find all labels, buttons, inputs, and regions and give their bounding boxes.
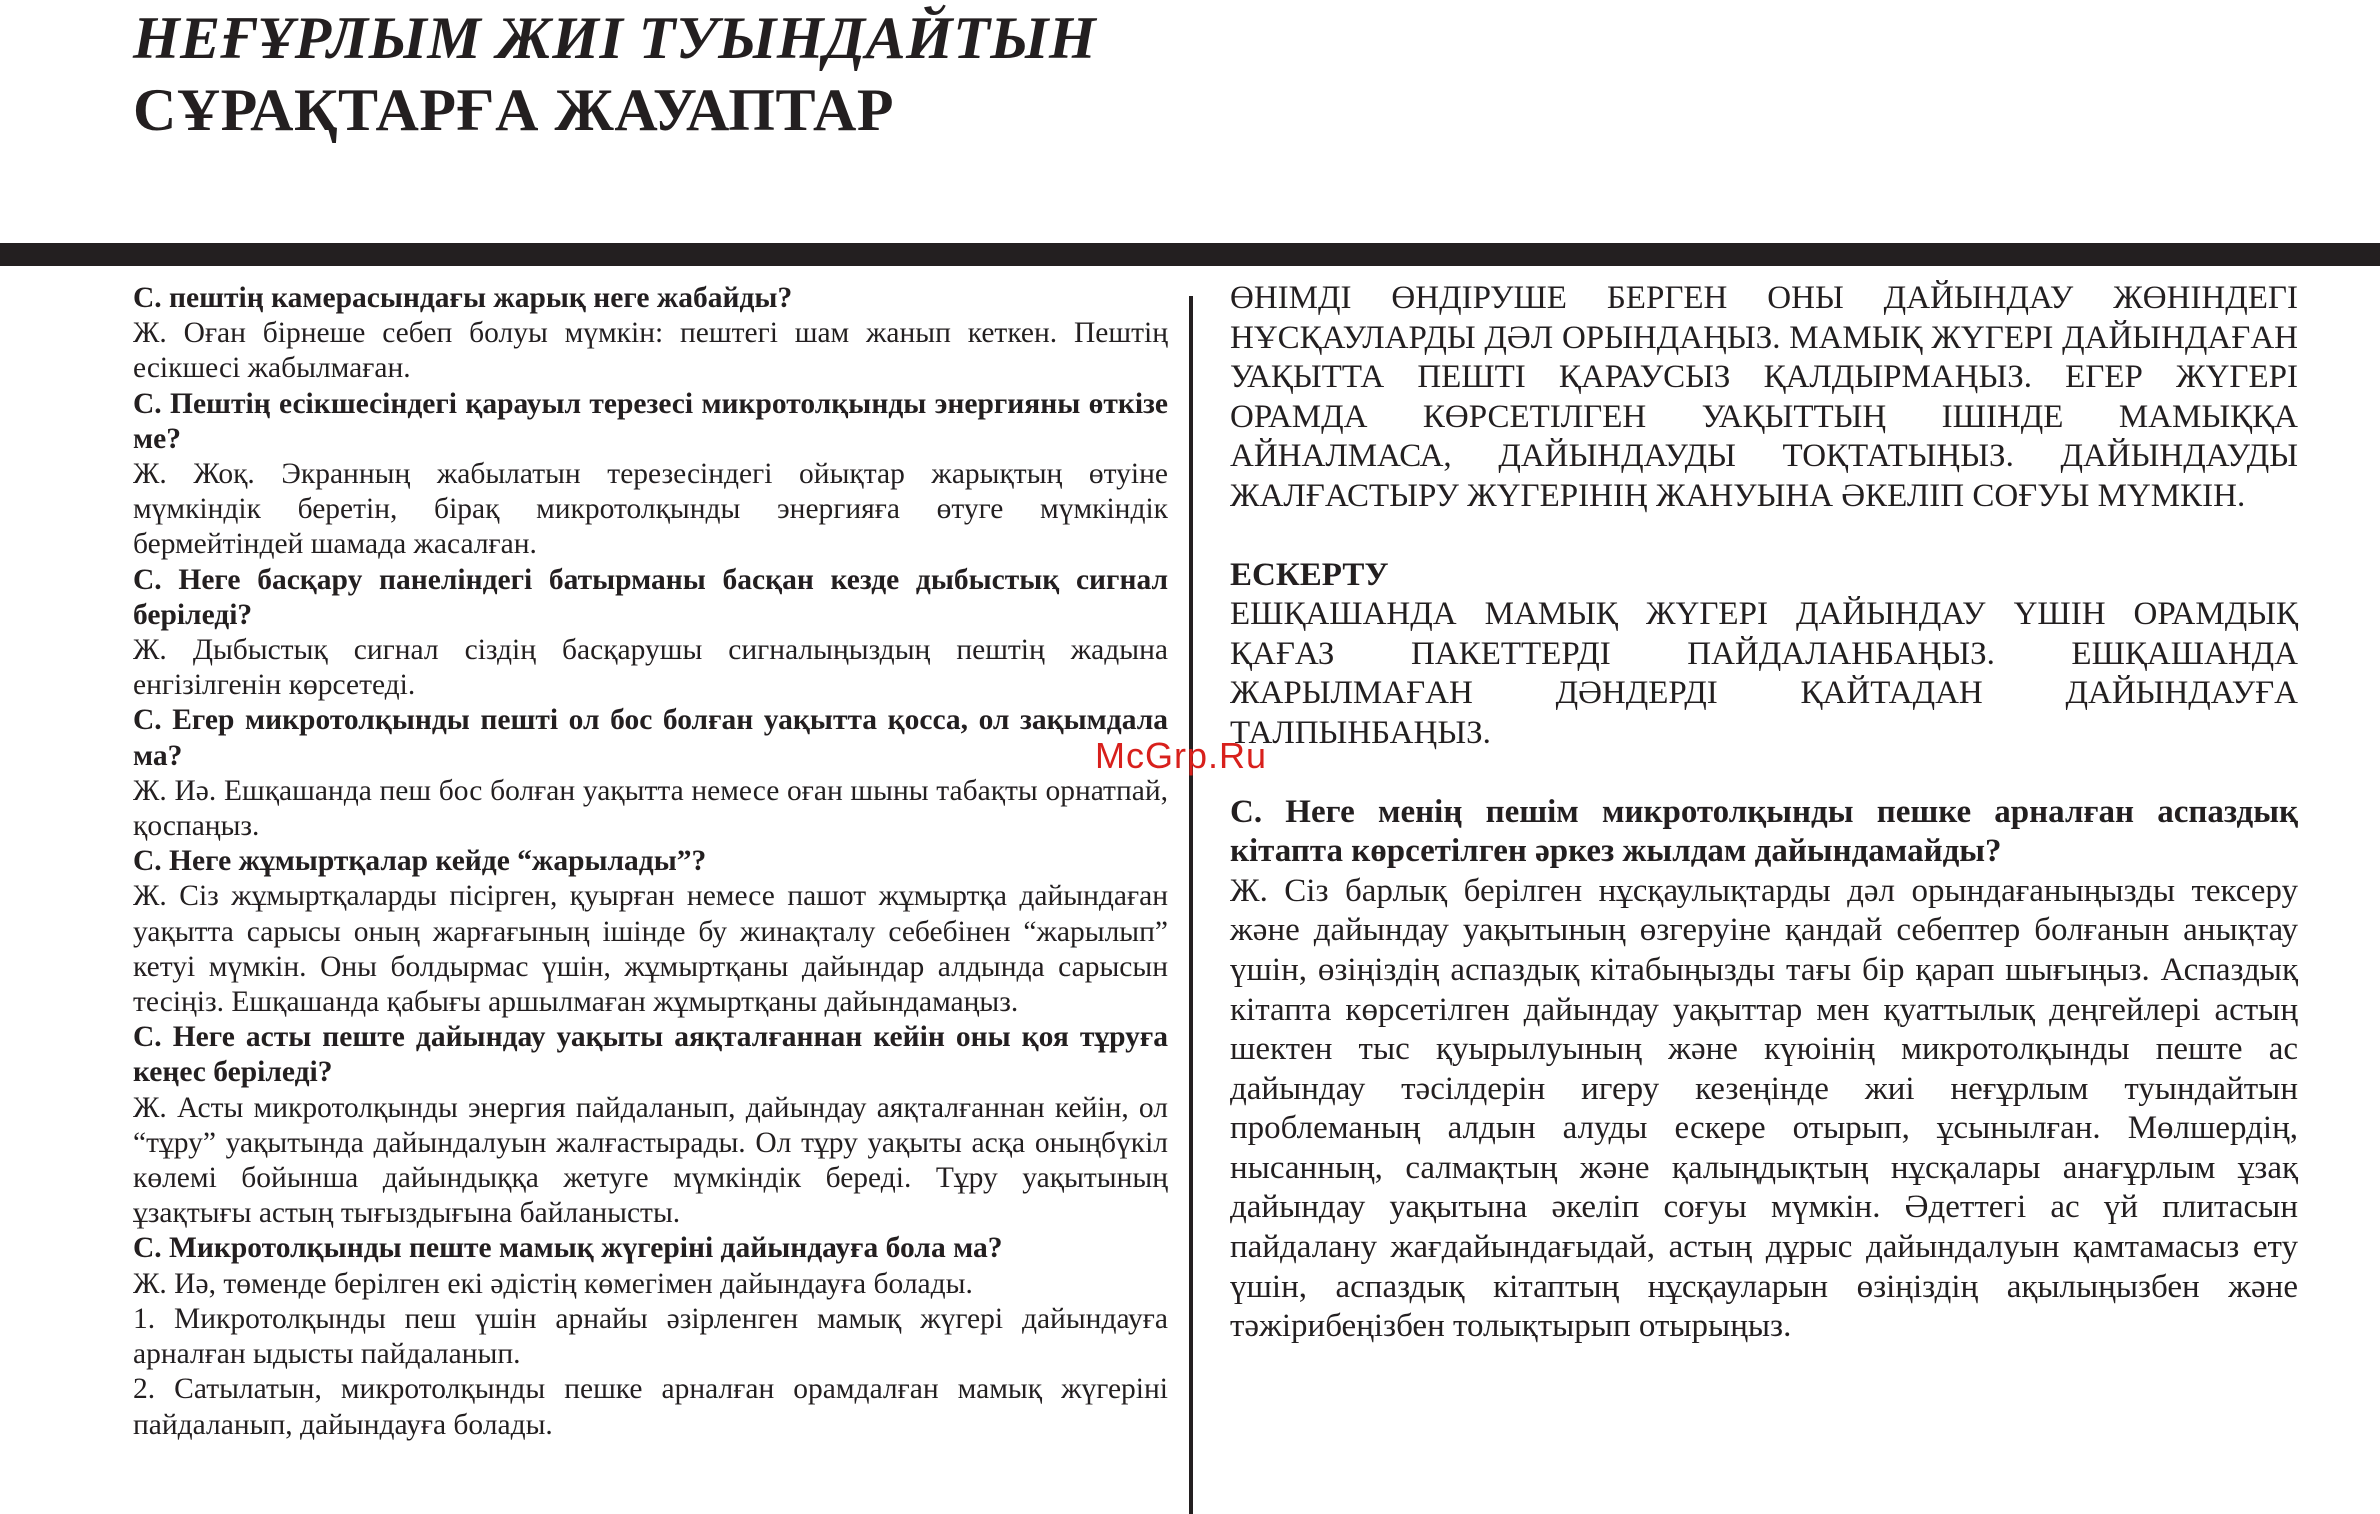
answer: Ж. Оған бірнеше себеп болуы мүмкін: пештегі шам жанып кеткен. Пештің есікшесі жабылмаған. bbox=[133, 317, 1168, 385]
page-title-line-2: СҰРАҚТАРҒА ЖАУАПТАР bbox=[133, 77, 894, 143]
question: С. Неге жұмыртқалар кейде “жарылады”? bbox=[133, 845, 707, 878]
page-title bbox=[133, 2, 1096, 146]
warning-heading: ЕСКЕРТУ bbox=[1230, 556, 1389, 593]
answer: Ж. Сіз барлық берілген нұсқаулықтарды дәл орындағаныңызды тексеру және дайындау уақытының өзгеруіне қандай себептер болғанын анықтау үшін, өзіңіздің аспаздық кітабыңызды тағы бір қарап шығыңыз. Аспаздық кітапта көрсетілген дайындау уақыттар мен қуаттылық деңгейлері астың шектен тыс қуырылуының және күюінің микротолқынды пеште ас дайындау тәсілдерін игеру кезеңінде жиі неғұрлым туындайтын проблеманың алдын алуды ескере отырып, ұсынылған. Мөлшердің, нысанның, салмақтың және қалыңдықтың нұсқалары анағұрлым ұзақ дайындау уақытына әкеліп соғуы мүмкін. Әдеттегі ас үй плитасын пайдалану жағдайындағыдай, астың дұрыс дайындалуын қамтамасыз ету үшін, аспаздық кітаптың нұсқауларын өзіңіздің ақылыңызбен және тәжірибеңізбен толықтырып отырыңыз. bbox=[1230, 872, 2298, 1345]
question: С. Неге асты пеште дайындау уақыты аяқталғаннан кейін оны қоя тұруға кеңес беріледі? bbox=[133, 1021, 1168, 1089]
column-divider bbox=[1189, 296, 1193, 1514]
popcorn-instruction: ӨНІМДІ ӨНДІРУШЕ БЕРГЕН ОНЫ ДАЙЫНДАУ ЖӨНІНДЕГІ НҰСҚАУЛАРДЫ ДӘЛ ОРЫНДАҢЫЗ. МАМЫҚ ЖҮГЕРІ ДАЙЫНДАҒАН УАҚЫТТА ПЕШТІ ҚАРАУСЫЗ ҚАЛДЫРМАҢЫЗ. ЕГЕР ЖҮГЕРІ ОРАМДА КӨРСЕТІЛГЕН УАҚЫТТЫҢ ІШІНДЕ МАМЫҚҚА АЙНАЛМАСА, ДАЙЫНДАУДЫ ТОҚТАТЫҢЫЗ. ДАЙЫНДАУДЫ ЖАЛҒАСТЫРУ ЖҮГЕРІНІҢ ЖАНУЫНА ӘКЕЛІП СОҒУЫ МҮМКІН. bbox=[1230, 280, 2298, 514]
question: С. пештің камерасындағы жарық неге жабайды? bbox=[133, 282, 793, 314]
question: С. Егер микротолқынды пешті ол бос болған уақытта қосса, ол зақымдала ма? bbox=[133, 704, 1168, 772]
answer-list-item: 2. Сатылатын, микротолқынды пешке арналған орамдалған мамық жүгеріні пайдаланып, дайындауға болады. bbox=[133, 1373, 1168, 1441]
answer: Ж. Жоқ. Экранның жабылатын терезесіндегі ойықтар жарықтың өтуіне мүмкіндік беретін, бірақ микротолқынды энергияға өтуге мүмкіндік бермейтіндей шамада жасалған. bbox=[133, 458, 1168, 561]
right-column bbox=[1230, 279, 2298, 1347]
page-title-line-1: НЕҒҰРЛЫМ ЖИІ ТУЫНДАЙТЫН bbox=[133, 5, 1097, 71]
answer: Ж. Дыбыстық сигнал сіздің басқарушы сигналыңыздың пештің жадына енгізілгенін көрсетеді. bbox=[133, 634, 1168, 702]
answer: Ж. Иә, төменде берілген екі әдістің көмегімен дайындауға болады. bbox=[133, 1267, 973, 1300]
watermark: McGrp.Ru bbox=[1095, 735, 1268, 776]
header-divider-bar bbox=[0, 243, 2380, 266]
answer-list-item: 1. Микротолқынды пеш үшін арнайы әзірленген мамық жүгері дайындауға арналған ыдысты пайдаланып. bbox=[133, 1302, 1168, 1371]
question: С. Микротолқынды пеште мамық жүгеріні дайындауға бола ма? bbox=[133, 1232, 1003, 1265]
question: С. Неге менің пешім микротолқынды пешке арналған аспаздық кітапта көрсетілген әркез жылдам дайындамайды? bbox=[1230, 793, 2298, 870]
answer: Ж. Асты микротолқынды энергия пайдаланып, дайындау аяқталғаннан кейін, ол “тұру” уақытында дайындалуын жалғастырады. Ол тұру уақыты асқа оныңбүкіл көлемі бойынша дайындыққа жетуге мүмкіндік береді. Тұру уақытының ұзақтығы астың тығыздығына байланысты. bbox=[133, 1091, 1168, 1230]
spacer bbox=[1230, 754, 2298, 793]
left-column bbox=[133, 281, 1168, 1443]
question: С. Пештің есікшесіндегі қарауыл терезесі микротолқынды энергияны өткізе ме? bbox=[133, 387, 1168, 455]
question: С. Неге басқару панеліндегі батырманы басқан кезде дыбыстық сигнал беріледі? bbox=[133, 563, 1168, 631]
spacer bbox=[1230, 517, 2298, 556]
warning-text: ЕШҚАШАНДА МАМЫҚ ЖҮГЕРІ ДАЙЫНДАУ ҮШІН ОРАМДЫҚ ҚАҒАЗ ПАКЕТТЕРДІ ПАЙДАЛАНБАҢЫЗ. ЕШҚАШАНДА ЖАРЫЛМАҒАН ДӘНДЕРДІ ҚАЙТАДАН ДАЙЫНДАУҒА ТАЛПЫНБАҢЫЗ. bbox=[1230, 596, 2298, 751]
answer: Ж. Иә. Ешқашанда пеш бос болған уақытта немесе оған шыны табақты орнатпай, қоспаңыз. bbox=[133, 774, 1168, 843]
answer: Ж. Сіз жұмыртқаларды пісірген, қуырған немесе пашот жұмыртқа дайындаған уақытта сарысы оның жарғағының ішінде бу жинақталу себебінен “жарылып” кетуі мүмкін. Оны болдырмас үшін, жұмыртқаны дайындар алдында сарысын тесіңіз. Ешқашанда қабығы аршылмаған жұмыртқаны дайындамаңыз. bbox=[133, 880, 1168, 1019]
